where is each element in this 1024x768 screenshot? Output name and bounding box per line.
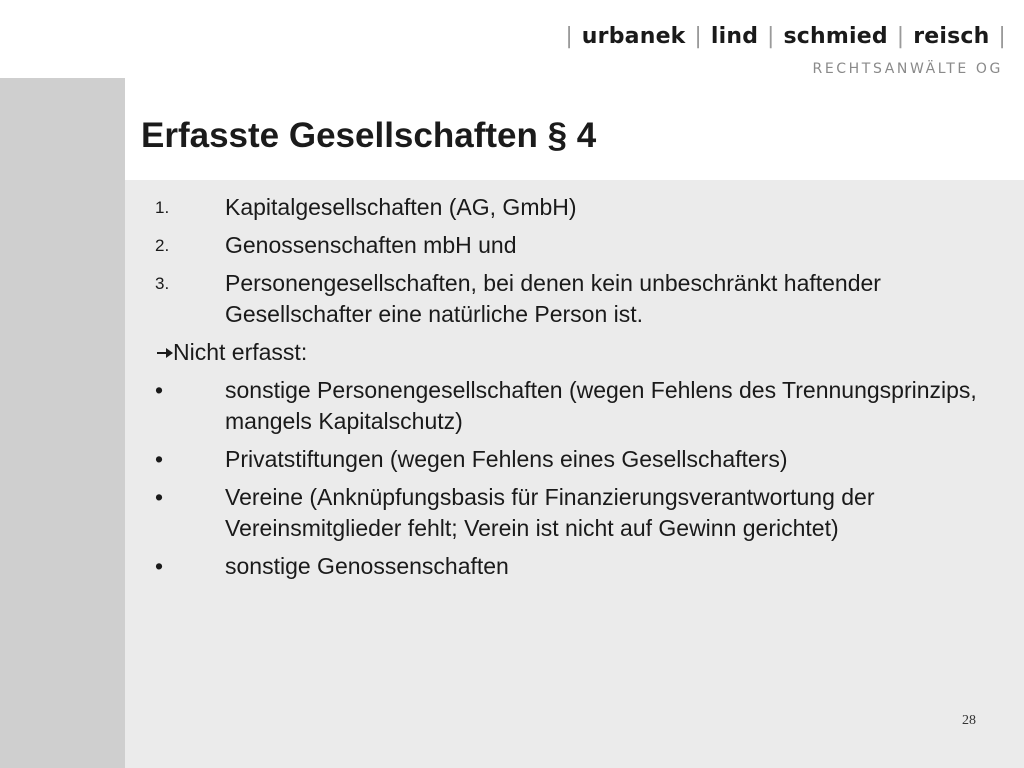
logo-separator: |	[767, 24, 775, 49]
slide-body	[155, 192, 995, 589]
list-item-text: Privatstiftungen (wegen Fehlens eines Gesellschafters)	[225, 446, 788, 472]
right-arrow-icon	[155, 337, 173, 368]
logo-names	[564, 24, 1007, 49]
numbered-item	[155, 192, 995, 223]
list-item-text: sonstige Genossenschaften	[225, 553, 509, 579]
page-number: 28	[962, 713, 976, 728]
logo-name-1: urbanek	[581, 24, 686, 49]
bullet-marker: •	[155, 553, 164, 579]
logo-separator: |	[694, 24, 703, 49]
bullet-item	[155, 375, 995, 437]
bullet-marker: •	[155, 377, 164, 403]
logo-name-3: schmied	[783, 24, 888, 49]
numbered-item	[155, 230, 995, 261]
list-item-text: Genossenschaften mbH und	[225, 232, 517, 258]
bullet-marker: •	[155, 446, 164, 472]
list-item-text: sonstige Personengesellschaften (wegen Fehlens des Trennungsprinzips, mangels Kapitalschutz)	[225, 377, 977, 434]
logo-subtitle: RECHTSANWÄLTE OG	[812, 61, 1003, 77]
list-number: 2.	[155, 236, 170, 255]
logo-separator: |	[896, 24, 905, 49]
bullet-item	[155, 482, 995, 544]
logo-name-4: reisch	[913, 24, 990, 49]
bullet-marker: •	[155, 484, 164, 510]
logo-separator: |	[998, 24, 1006, 49]
list-item-text: Vereine (Anknüpfungsbasis für Finanzierungsverantwortung der Vereinsmitglieder fehlt; Verein ist nicht auf Gewinn gerichtet)	[225, 484, 875, 541]
numbered-item	[155, 268, 995, 330]
list-item-text: Personengesellschaften, bei denen kein unbeschränkt haftender Gesellschafter eine natürliche Person ist.	[225, 270, 881, 327]
not-included-heading	[155, 337, 995, 368]
bullet-item	[155, 444, 995, 475]
list-number: 1.	[155, 198, 170, 217]
left-decorative-strip	[0, 78, 125, 768]
firm-logo	[565, 24, 1007, 94]
not-included-label: Nicht erfasst:	[173, 339, 308, 365]
logo-name-2: lind	[710, 24, 759, 49]
slide-title: Erfasste Gesellschaften § 4	[141, 116, 597, 155]
bullet-item	[155, 551, 995, 582]
list-item-text: Kapitalgesellschaften (AG, GmbH)	[225, 194, 577, 220]
list-number: 3.	[155, 274, 170, 293]
logo-separator: |	[565, 24, 573, 49]
